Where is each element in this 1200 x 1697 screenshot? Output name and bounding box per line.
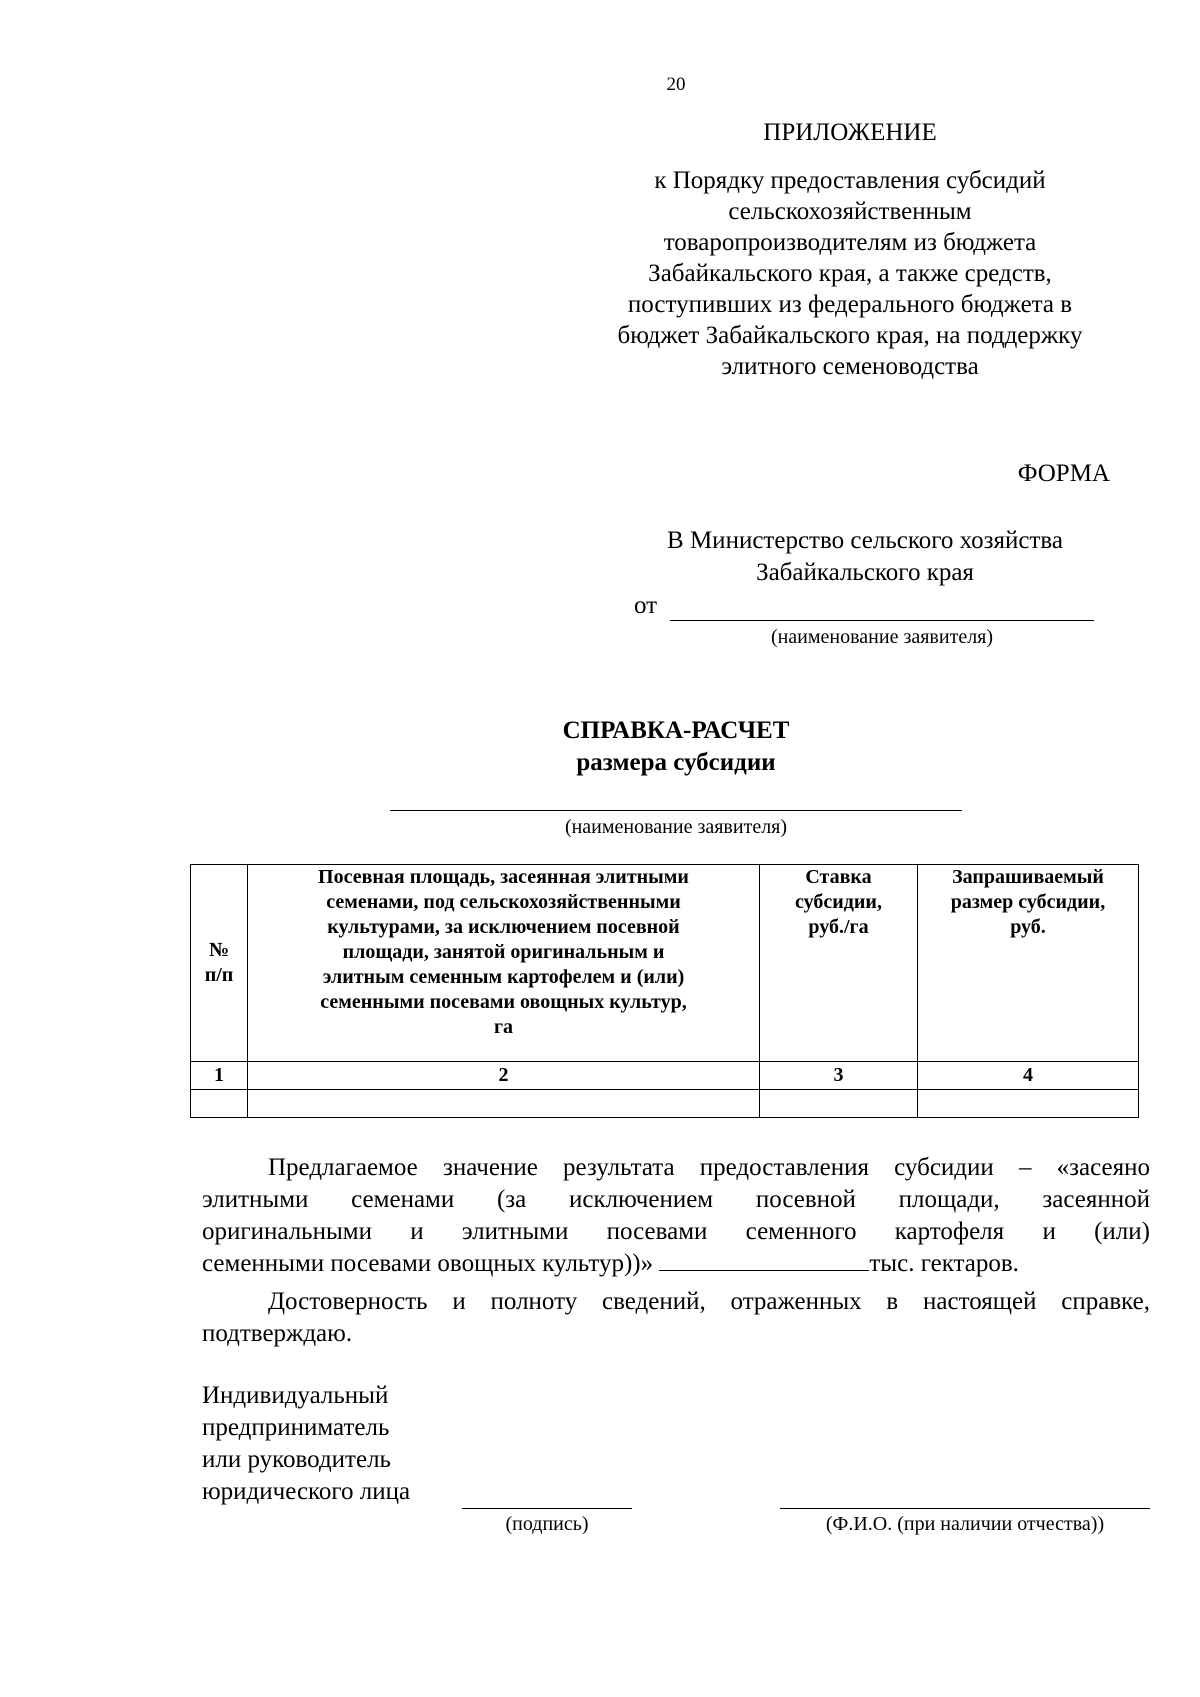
table-cell[interactable]	[191, 1090, 248, 1118]
header-sown-area: Посевная площадь, засеянная элитными семенами, под сельскохозяйственными культурами, за исключением посевной площади, занятой оригинальным и элитным семенным картофелем и (или) семенными посевами овощных культур, га	[248, 865, 760, 1062]
table-row-column-numbers	[191, 1062, 1139, 1090]
appendix-line: товаропроизводителям из бюджета	[663, 229, 1037, 256]
table-row-empty	[191, 1090, 1139, 1118]
result-paragraph	[202, 1152, 1150, 1280]
signer-block	[202, 1380, 410, 1508]
hectares-blank[interactable]	[659, 1250, 869, 1271]
applicant-name-caption-2: (наименование заявителя)	[564, 816, 788, 838]
column-number: 1	[191, 1062, 248, 1090]
signer-line: или руководитель	[202, 1446, 391, 1473]
document-title-sub: размера субсидии	[576, 749, 776, 776]
table-header-row	[191, 865, 1139, 1062]
appendix-line: сельскохозяйственным	[728, 198, 972, 225]
table-cell[interactable]	[760, 1090, 918, 1118]
page-number: 20	[666, 74, 686, 95]
signer-line: предприниматель	[202, 1414, 390, 1441]
fio-blank[interactable]	[780, 1508, 1150, 1509]
applicant-from-row	[634, 592, 1094, 624]
appendix-line: поступивших из федерального бюджета в	[627, 291, 1073, 318]
header-requested-amount: Запрашиваемый размер субсидии, руб.	[918, 865, 1139, 1062]
appendix-line: элитного семеноводства	[721, 353, 979, 380]
document-title-main: СПРАВКА-РАСЧЕТ	[562, 717, 790, 744]
signer-line: юридического лица	[202, 1478, 411, 1505]
paragraph-line: элитными семенами (за исключением посевной площади, засеянной	[202, 1186, 1150, 1213]
appendix-text	[600, 165, 1100, 382]
applicant-name-caption: (наименование заявителя)	[770, 626, 994, 648]
signature-caption: (подпись)	[505, 1513, 589, 1535]
table-cell[interactable]	[248, 1090, 760, 1118]
column-number: 2	[248, 1062, 760, 1090]
addressee-block	[615, 525, 1115, 589]
paragraph-line: Предлагаемое значение результата предоставления субсидии – «засеяно	[268, 1154, 1150, 1181]
fio-caption: (Ф.И.О. (при наличии отчества))	[825, 1513, 1105, 1535]
column-number: 4	[918, 1062, 1139, 1090]
column-number: 3	[760, 1062, 918, 1090]
form-label: ФОРМА	[1017, 460, 1110, 487]
header-rate: Ставка субсидии, руб./га	[760, 865, 918, 1062]
signature-blank[interactable]	[462, 1508, 632, 1509]
appendix-line: бюджет Забайкальского края, на поддержку	[617, 322, 1083, 349]
paragraph-line: оригинальными и элитными посевами семенного картофеля и (или)	[202, 1218, 1150, 1245]
table-cell[interactable]	[918, 1090, 1139, 1118]
applicant-name-blank-2[interactable]	[390, 810, 962, 811]
paragraph-line: Достоверность и полноту сведений, отраженных в настоящей справке,	[268, 1288, 1150, 1315]
calculation-table	[190, 864, 1139, 1118]
paragraph-line: семенными посевами овощных культур))» тыс. гектаров.	[202, 1250, 1019, 1277]
signer-line: Индивидуальный	[202, 1382, 389, 1409]
addressee-line: Забайкальского края	[756, 559, 974, 586]
appendix-line: к Порядку предоставления субсидий	[654, 167, 1046, 194]
header-number: № п/п	[191, 865, 248, 1062]
document-title	[0, 715, 1200, 779]
from-word: от	[634, 592, 658, 619]
addressee-line: В Министерство сельского хозяйства	[667, 527, 1063, 554]
applicant-name-blank[interactable]	[670, 620, 1094, 621]
appendix-line: Забайкальского края, а также средств,	[648, 260, 1052, 287]
confirmation-paragraph	[202, 1286, 1150, 1350]
appendix-title: ПРИЛОЖЕНИЕ	[763, 119, 937, 146]
paragraph-line: подтверждаю.	[202, 1320, 353, 1347]
